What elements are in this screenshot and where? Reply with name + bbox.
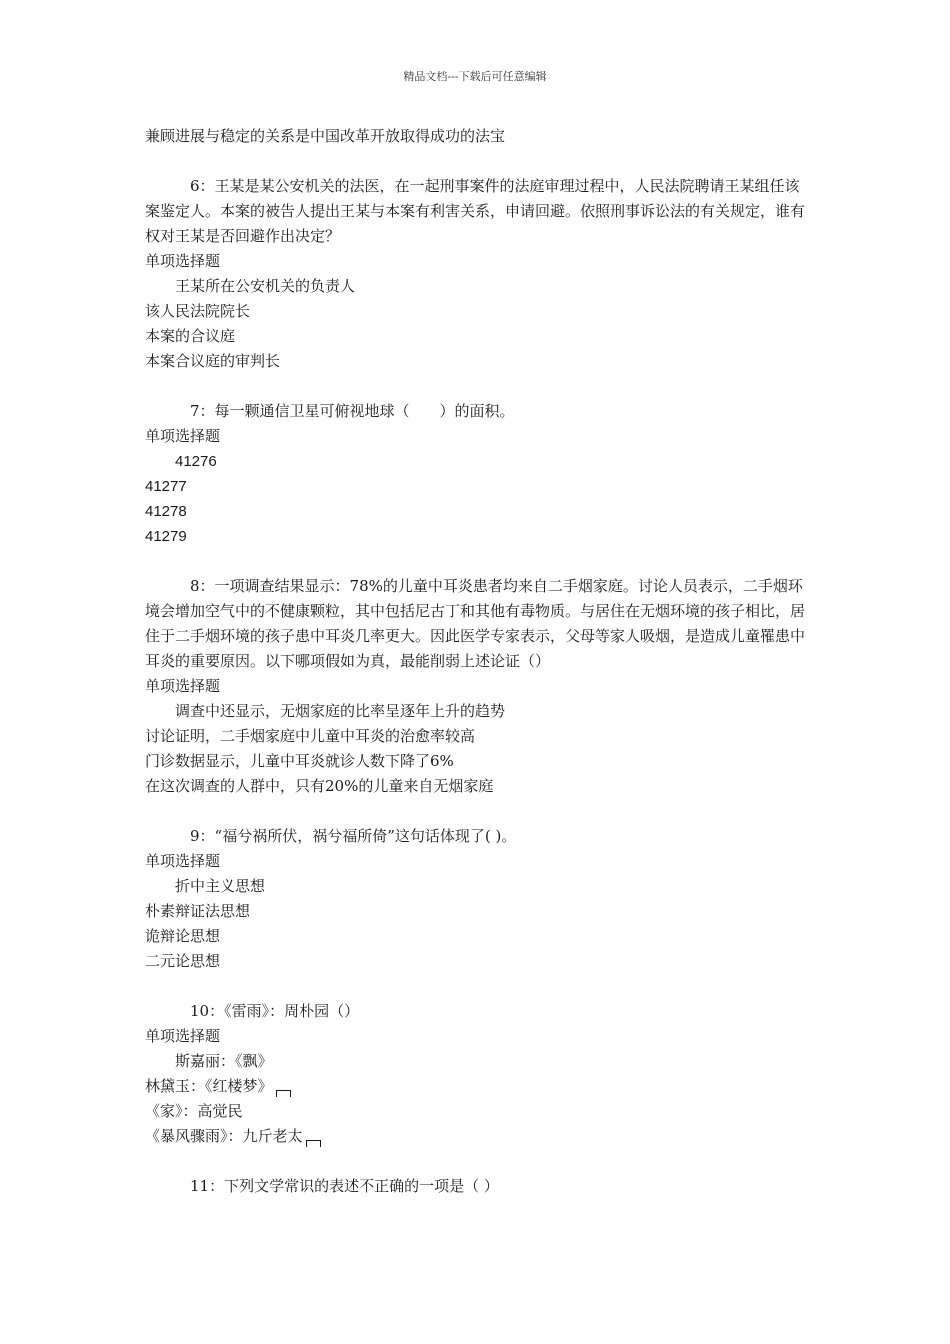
question-6 bbox=[145, 174, 810, 374]
option-b: 该人民法院院长 bbox=[145, 302, 251, 320]
option-b: 41277 bbox=[145, 478, 187, 495]
question-text: 10：《雷雨》：周朴园（） bbox=[190, 1002, 360, 1020]
question-text: 8：一项调查结果显示：78%的儿童中耳炎患者均来自二手烟家庭。讨论人员表示，二手烟环境会增加空气中的不健康颗粒，其中包括尼古丁和其他有毒物质。与居住在无烟环境的孩子相比，居住于二手烟环境的孩子患中耳炎几率更大。因此医学专家表示，父母等家人吸烟，是造成儿童罹患中耳炎的重要原因。以下哪项假如为真，最能削弱上述论证（） bbox=[145, 577, 806, 670]
option-a: 王某所在公安机关的负责人 bbox=[175, 277, 356, 295]
question-type: 单项选择题 bbox=[145, 677, 221, 695]
option-c: 本案的合议庭 bbox=[145, 327, 236, 345]
question-9 bbox=[145, 824, 810, 974]
page-header: 精品文档---下载后可任意编辑 bbox=[403, 70, 547, 83]
option-b: 林黛玉：《红楼梦》 bbox=[145, 1077, 273, 1095]
spacer bbox=[145, 974, 810, 999]
option-d: 《暴风骤雨》：九斤老太 bbox=[145, 1127, 303, 1145]
option-a: 斯嘉丽：《飘》 bbox=[175, 1052, 273, 1070]
option-a: 41276 bbox=[175, 453, 217, 470]
option-d-row bbox=[145, 1124, 810, 1149]
bracket-mark-icon bbox=[276, 1090, 291, 1097]
option-c: 诡辩论思想 bbox=[145, 927, 221, 945]
spacer bbox=[145, 149, 810, 174]
question-text: 11：下列文学常识的表述不正确的一项是（ ） bbox=[190, 1177, 499, 1195]
option-d: 二元论思想 bbox=[145, 952, 221, 970]
bracket-mark-icon bbox=[306, 1140, 321, 1147]
question-text: 6：王某是某公安机关的法医，在一起刑事案件的法庭审理过程中，人民法院聘请王某组任该案鉴定人。本案的被告人提出王某与本案有利害关系，申请回避。依照刑事诉讼法的有关规定，谁有权对王某是否回避作出决定？ bbox=[145, 177, 806, 245]
option-a: 调查中还显示，无烟家庭的比率呈逐年上升的趋势 bbox=[175, 702, 506, 720]
question-type: 单项选择题 bbox=[145, 852, 221, 870]
option-d: 在这次调查的人群中，只有20%的儿童来自无烟家庭 bbox=[145, 777, 494, 795]
question-type: 单项选择题 bbox=[145, 252, 221, 270]
document-body bbox=[145, 124, 810, 1199]
option-d: 41279 bbox=[145, 528, 187, 545]
option-d: 本案合议庭的审判长 bbox=[145, 352, 281, 370]
spacer bbox=[145, 374, 810, 399]
question-text: 7：每一颗通信卫星可俯视地球（ ）的面积。 bbox=[190, 402, 515, 420]
option-b-row bbox=[145, 1074, 810, 1099]
spacer bbox=[145, 1149, 810, 1174]
question-11 bbox=[145, 1174, 810, 1199]
option-a: 折中主义思想 bbox=[175, 877, 266, 895]
question-7 bbox=[145, 399, 810, 549]
option-c: 门诊数据显示，儿童中耳炎就诊人数下降了6% bbox=[145, 752, 454, 770]
option-b: 朴素辩证法思想 bbox=[145, 902, 251, 920]
question-text: 9：“福兮祸所伏，祸兮福所倚”这句话体现了( )。 bbox=[190, 827, 517, 845]
intro-line: 兼顾进展与稳定的关系是中国改革开放取得成功的法宝 bbox=[145, 127, 506, 145]
question-type: 单项选择题 bbox=[145, 427, 221, 445]
spacer bbox=[145, 799, 810, 824]
option-c: 41278 bbox=[145, 503, 187, 520]
question-10 bbox=[145, 999, 810, 1149]
question-8 bbox=[145, 574, 810, 799]
option-c: 《家》：高觉民 bbox=[145, 1102, 243, 1120]
question-type: 单项选择题 bbox=[145, 1027, 221, 1045]
option-b: 讨论证明，二手烟家庭中儿童中耳炎的治愈率较高 bbox=[145, 727, 476, 745]
spacer bbox=[145, 549, 810, 574]
